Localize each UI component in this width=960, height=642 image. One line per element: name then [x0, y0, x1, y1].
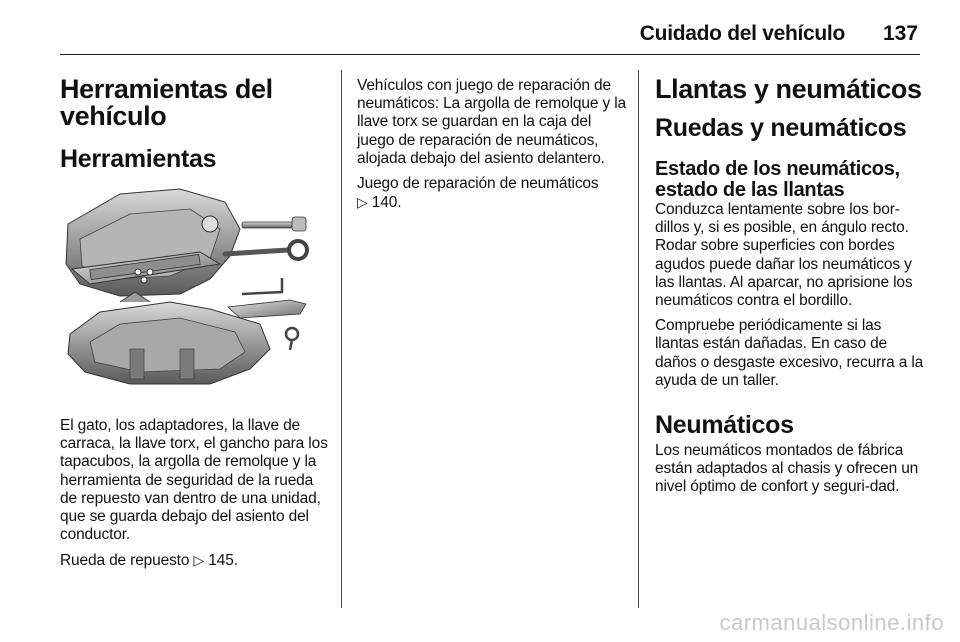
watermark: carmanualsonline.info — [719, 610, 944, 635]
tire-repair-kit-reference: Juego de reparación de neumáticos ▷ 140. — [357, 175, 599, 212]
tire-repair-kit-page-link[interactable]: 140. — [371, 194, 402, 212]
estado-paragraph-1: Conduzca lentamente sobre los bor-dillos y, si es posible, en ángulo recto. Rodar sobre superficies con bordes agudos puede dañar los neumáticos y las llantas. Al aparcar, no aprisione los neumáticos contra el bordillo. — [655, 201, 913, 310]
arrow-reference-icon: ▷ — [193, 552, 205, 569]
section-title-estado: Estado de los neumáticos, estado de las llantas — [655, 158, 900, 201]
spare-wheel-page-link[interactable]: 145. — [208, 552, 238, 570]
section-title: Cuidado del vehículo — [639, 22, 845, 45]
column-divider — [341, 70, 342, 608]
spare-wheel-reference: Rueda de repuesto ▷ 145. — [60, 552, 238, 570]
column-middle — [357, 70, 627, 212]
page-number: 137 — [882, 22, 918, 45]
estado-paragraph-2: Compruebe periódicamente si las llantas están dañadas. En caso de daños o desgaste excesivo, recurra a la ayuda de un taller. — [655, 317, 924, 389]
column-right — [655, 70, 927, 497]
subheading-herramientas: Herramientas — [60, 145, 217, 173]
neumaticos-paragraph: Los neumáticos montados de fábrica están adaptados al chasis y ofrecen un nivel óptimo de confort y seguri-dad. — [655, 442, 919, 496]
heading-herramientas-vehiculo: Herramientas del vehículo — [60, 74, 273, 131]
column-left — [60, 70, 328, 571]
page-header — [60, 12, 920, 55]
tools-description: El gato, los adaptadores, la llave de carraca, la llave torx, el gancho para los tapacubos, la argolla de remolque y la herramienta de seguridad de la rueda de repuesto van dentro de una unidad, que se guarda debajo del asiento del conductor. — [60, 417, 328, 544]
column-divider — [638, 70, 639, 608]
section-title-neumaticos: Neumáticos — [655, 411, 794, 440]
arrow-reference-icon: ▷ — [357, 194, 368, 211]
tool-kit-illustration — [60, 184, 322, 396]
tire-repair-kit-note: Vehículos con juego de reparación de neumáticos: La argolla de remolque y la llave torx se guardan en la caja del juego de reparación de neumáticos, alojada debajo del asiento delantero. — [357, 77, 627, 167]
subheading-ruedas-neumaticos: Ruedas y neumáticos — [655, 114, 907, 142]
heading-llantas-neumaticos: Llantas y neumáticos — [655, 74, 922, 104]
